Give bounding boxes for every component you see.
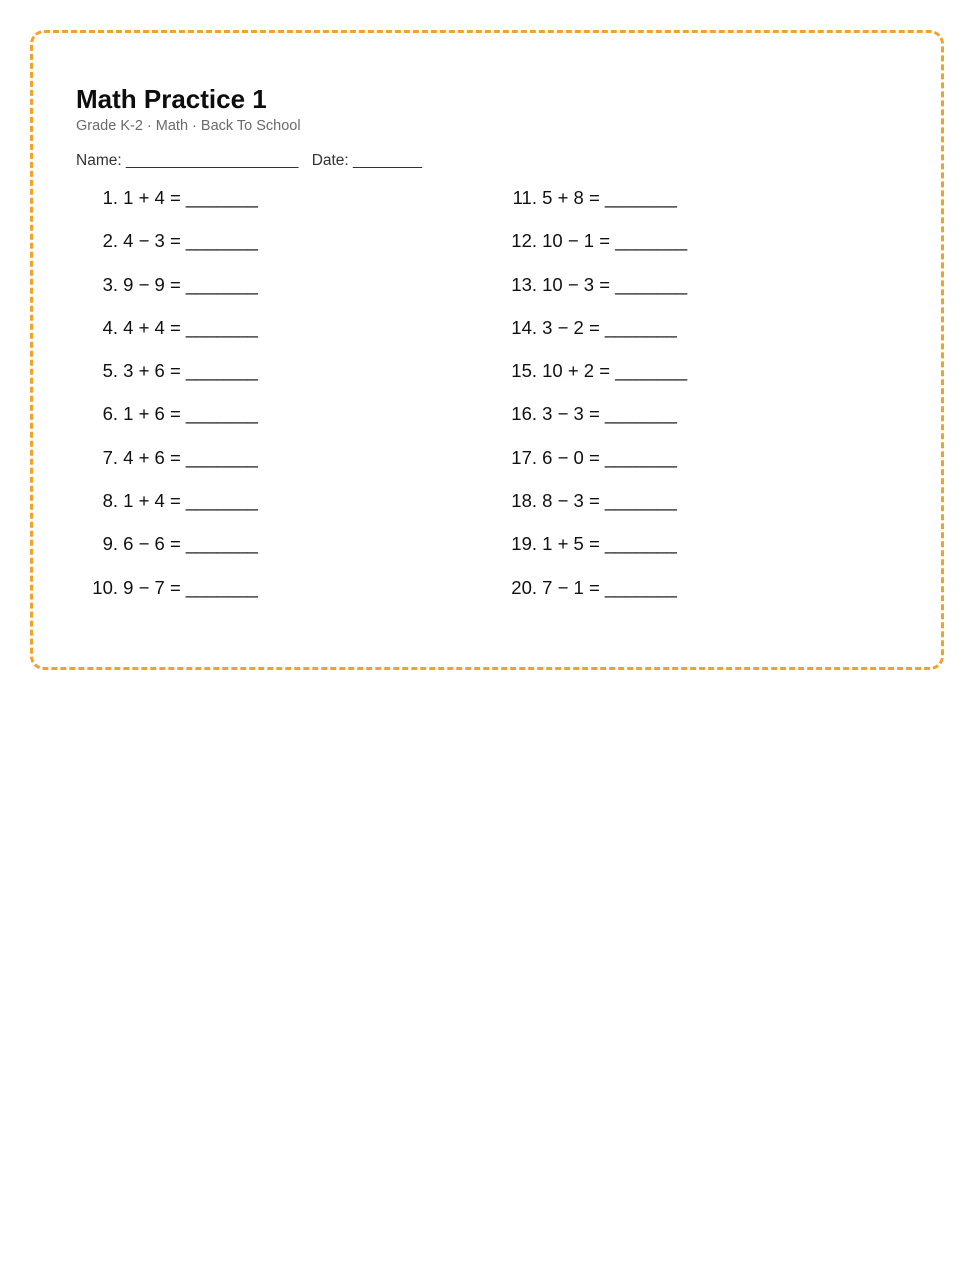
problem-text: 1 + 4 = _______	[123, 187, 258, 208]
problem-item	[76, 228, 258, 271]
problem-number: 17.	[511, 446, 537, 468]
problem-number: 6.	[102, 403, 118, 425]
problem-item	[76, 575, 258, 618]
problem-text: 5 + 8 = _______	[542, 187, 677, 208]
problem-text: 10 + 2 = _______	[542, 360, 688, 382]
problem-item	[495, 488, 687, 531]
problem-text: 4 + 4 = _______	[123, 316, 258, 338]
problem-number: 5.	[102, 360, 118, 382]
problem-number: 1.	[102, 187, 118, 208]
problem-text: 3 − 2 = _______	[542, 316, 677, 338]
problem-number: 16.	[511, 403, 537, 425]
worksheet-title: Math Practice 1	[76, 84, 267, 114]
problem-item	[495, 185, 687, 228]
problem-text: 1 + 5 = _______	[542, 533, 677, 555]
problem-text: 1 + 6 = _______	[123, 403, 258, 425]
problem-item	[495, 531, 687, 574]
problem-number: 15.	[511, 360, 537, 382]
problem-item	[76, 315, 258, 358]
problem-text: 10 − 3 = _______	[542, 273, 688, 295]
problem-number: 19.	[511, 533, 537, 555]
problem-item	[495, 358, 687, 401]
problem-item	[495, 575, 687, 618]
problem-number: 9.	[102, 533, 118, 555]
worksheet-subtitle: Grade K-2 · Math · Back To School	[76, 118, 301, 134]
name-field: Name: ____________________	[76, 152, 299, 169]
problem-item	[76, 358, 258, 401]
problem-item	[495, 228, 687, 271]
problem-number: 7.	[102, 446, 118, 468]
problem-text: 10 − 1 = _______	[542, 230, 688, 252]
problem-item	[76, 531, 258, 574]
problem-number: 12.	[511, 230, 537, 252]
problem-item	[76, 445, 258, 488]
problem-text: 3 + 6 = _______	[123, 360, 258, 382]
problem-text: 4 − 3 = _______	[123, 230, 258, 252]
problem-number: 14.	[511, 316, 537, 338]
problem-item	[76, 488, 258, 531]
problem-number: 13.	[511, 273, 537, 295]
problem-text: 1 + 4 = _______	[123, 490, 258, 512]
problem-item	[495, 401, 687, 444]
date-field: Date: ________	[311, 152, 423, 169]
problem-item	[76, 272, 258, 315]
problem-text: 8 − 3 = _______	[542, 490, 677, 512]
problem-number: 3.	[102, 273, 118, 295]
name-date-row	[76, 151, 422, 171]
problem-text: 9 − 9 = _______	[123, 273, 258, 295]
problem-item	[495, 445, 687, 488]
problem-text: 9 − 7 = _______	[123, 576, 258, 598]
problem-text: 7 − 1 = _______	[542, 576, 677, 598]
problem-text: 3 − 3 = _______	[542, 403, 677, 425]
problem-column-left	[76, 185, 258, 618]
problem-item	[76, 185, 258, 228]
problem-column-right	[495, 185, 687, 618]
problem-number: 10.	[92, 576, 118, 598]
problem-number: 20.	[511, 576, 537, 598]
problem-number: 2.	[102, 230, 118, 252]
problem-number: 11.	[512, 187, 537, 208]
problem-text: 4 + 6 = _______	[123, 446, 258, 468]
problem-item	[495, 272, 687, 315]
problem-text: 6 − 6 = _______	[123, 533, 258, 555]
problem-item	[495, 315, 687, 358]
problem-item	[76, 401, 258, 444]
problem-text: 6 − 0 = _______	[542, 446, 677, 468]
problem-number: 8.	[102, 490, 118, 512]
problem-number: 18.	[511, 490, 537, 512]
problem-number: 4.	[102, 316, 118, 338]
